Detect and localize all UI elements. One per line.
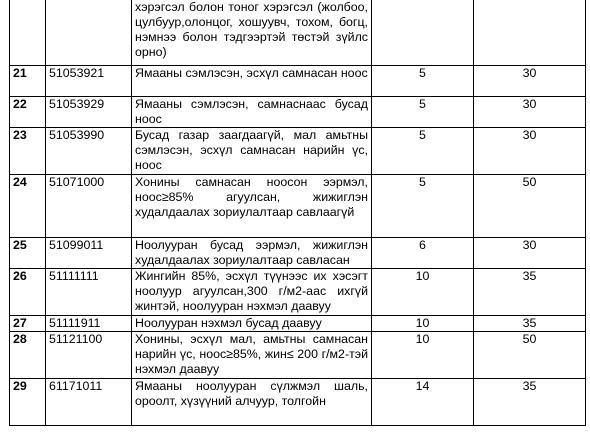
row-number: 27 bbox=[10, 316, 46, 332]
rate-value bbox=[474, 0, 586, 66]
row-number: 23 bbox=[10, 128, 46, 175]
rate-value: 30 bbox=[474, 238, 586, 269]
tariff-table bbox=[9, 0, 586, 426]
rate-value: 30 bbox=[474, 97, 586, 128]
table-row bbox=[10, 0, 586, 66]
row-number: 26 bbox=[10, 269, 46, 316]
item-description: Ямааны ноолууран сүлжмэл шаль, ороолт, хүзүүний алчуур, толгойн bbox=[132, 379, 372, 426]
rate-value: 5 bbox=[372, 97, 474, 128]
item-description: Ямааны сэмлэсэн, эсхүл самнасан ноос bbox=[132, 66, 372, 97]
item-description: хэрэгсэл болон тоног хэрэгсэл (жолбоо, цулбуур,олонцог, хошуувч, тохом, богц, нэмнээ болон тэдгээртэй төстэй зүйлс орно) bbox=[132, 0, 372, 66]
hs-code: 51053921 bbox=[46, 66, 132, 97]
row-number: 21 bbox=[10, 66, 46, 97]
rate-value: 35 bbox=[474, 379, 586, 426]
rate-value: 5 bbox=[372, 175, 474, 238]
rate-value: 10 bbox=[372, 316, 474, 332]
rate-value: 50 bbox=[474, 175, 586, 238]
item-description: Ноолууран бусад ээрмэл, жижиглэн худалдаалах зориулалтаар савласан bbox=[132, 238, 372, 269]
rate-value: 10 bbox=[372, 332, 474, 379]
hs-code: 51111911 bbox=[46, 316, 132, 332]
table-row bbox=[10, 128, 586, 175]
hs-code: 51111111 bbox=[46, 269, 132, 316]
item-description: Ямааны сэмлэсэн, самнаснаас бусад ноос bbox=[132, 97, 372, 128]
table-row bbox=[10, 238, 586, 269]
rate-value: 30 bbox=[474, 66, 586, 97]
rate-value: 5 bbox=[372, 128, 474, 175]
hs-code bbox=[46, 0, 132, 66]
rate-value: 50 bbox=[474, 332, 586, 379]
row-number bbox=[10, 0, 46, 66]
item-description: Бусад газар заагдаагүй, мал амьтны сэмлэсэн, эсхүл самнасан нарийн үс, ноос bbox=[132, 128, 372, 175]
hs-code: 51071000 bbox=[46, 175, 132, 238]
rate-value: 30 bbox=[474, 128, 586, 175]
item-description: Хонины самнасан ноосон ээрмэл, ноос≥85% агуулсан, жижиглэн худалдаалах зориулалтаар савлаагүй bbox=[132, 175, 372, 238]
hs-code: 51053929 bbox=[46, 97, 132, 128]
item-description: Хонины, эсхүл мал, амьтны самнасан нарийн үс, ноос≥85%, жин≤ 200 г/м2-тэй нэхмэл даавуу bbox=[132, 332, 372, 379]
row-number: 28 bbox=[10, 332, 46, 379]
table-row bbox=[10, 379, 586, 426]
hs-code: 61171011 bbox=[46, 379, 132, 426]
hs-code: 51099011 bbox=[46, 238, 132, 269]
table-row bbox=[10, 332, 586, 379]
hs-code: 51121100 bbox=[46, 332, 132, 379]
rate-value: 6 bbox=[372, 238, 474, 269]
rate-value: 35 bbox=[474, 316, 586, 332]
item-description: Ноолууран нэхмэл бусад даавуу bbox=[132, 316, 372, 332]
rate-value: 5 bbox=[372, 66, 474, 97]
table-row bbox=[10, 175, 586, 238]
rate-value: 10 bbox=[372, 269, 474, 316]
table-row bbox=[10, 97, 586, 128]
item-description: Жингийн 85%, эсхүл түүнээс их хэсэгт ноолуур агуулсан,300 г/м2-аас ихгүй жинтэй, ноолууран нэхмэл даавуу bbox=[132, 269, 372, 316]
hs-code: 51053990 bbox=[46, 128, 132, 175]
rate-value: 35 bbox=[474, 269, 586, 316]
table-row bbox=[10, 66, 586, 97]
table-row bbox=[10, 269, 586, 316]
row-number: 25 bbox=[10, 238, 46, 269]
rate-value bbox=[372, 0, 474, 66]
rate-value: 14 bbox=[372, 379, 474, 426]
row-number: 29 bbox=[10, 379, 46, 426]
row-number: 22 bbox=[10, 97, 46, 128]
row-number: 24 bbox=[10, 175, 46, 238]
table-row bbox=[10, 316, 586, 332]
